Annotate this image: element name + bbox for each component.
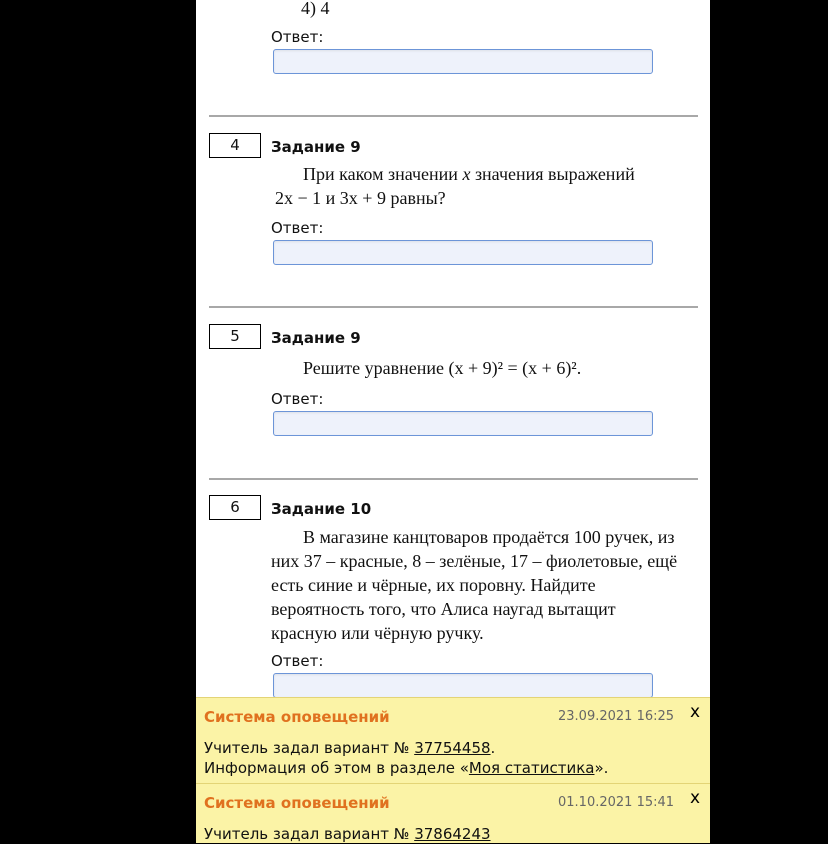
close-icon[interactable]: x (690, 702, 701, 722)
notification-timestamp: 23.09.2021 16:25 (558, 709, 675, 724)
answer-input-4[interactable] (273, 240, 653, 265)
notification-panel (196, 783, 710, 843)
task-divider (209, 115, 698, 117)
notification-panel (196, 697, 710, 783)
notification-message: Учитель задал вариант № 37864243 (204, 825, 491, 843)
close-icon[interactable]: x (690, 788, 701, 808)
task-number-badge: 5 (209, 324, 261, 349)
answer-input-5[interactable] (273, 411, 653, 436)
task-text: Решите уравнение (x + 9)² = (x + 6)². (303, 358, 582, 378)
notification-title: Система оповещений (204, 708, 390, 726)
prev-answer-option: 4) 4 (301, 0, 330, 18)
task-number-badge: 6 (209, 495, 261, 520)
task-text-line: красную или чёрную ручку. (271, 623, 484, 643)
notification-timestamp: 01.10.2021 15:41 (558, 795, 675, 810)
answer-label: Ответ: (271, 28, 324, 46)
task-number-badge: 4 (209, 133, 261, 158)
variant-link[interactable]: 37754458 (414, 739, 491, 757)
variant-link[interactable]: 37864243 (414, 825, 491, 843)
answer-input-3[interactable] (273, 49, 653, 74)
answer-input-6[interactable] (273, 673, 653, 698)
notification-title: Система оповещений (204, 794, 390, 812)
task-text-line: В магазине канцтоваров продаётся 100 ручек, из (303, 527, 675, 547)
task-title: Задание 9 (271, 138, 361, 156)
task-text-line: них 37 – красные, 8 – зелёные, 17 – фиолетовые, ещё (271, 551, 678, 571)
task-title: Задание 9 (271, 329, 361, 347)
my-statistics-link[interactable]: Моя статистика (468, 759, 595, 777)
task-text-line: есть синие и чёрные, их поровну. Найдите (271, 575, 596, 595)
task-text-line: вероятность того, что Алиса наугад вытащит (271, 599, 616, 619)
answer-label: Ответ: (271, 652, 324, 670)
task-text: При каком значении x значения выражений (303, 164, 635, 184)
task-divider (209, 306, 698, 308)
answer-label: Ответ: (271, 390, 324, 408)
task-divider (209, 478, 698, 480)
answer-label: Ответ: (271, 219, 324, 237)
notification-message: Учитель задал вариант № 37754458. Информация об этом в разделе «Моя статистика». (204, 739, 609, 777)
task-text-expressions: 2x − 1 и 3x + 9 равны? (275, 188, 446, 208)
task-title: Задание 10 (271, 500, 372, 518)
task-equation: (x + 9)² = (x + 6)². (448, 358, 582, 378)
